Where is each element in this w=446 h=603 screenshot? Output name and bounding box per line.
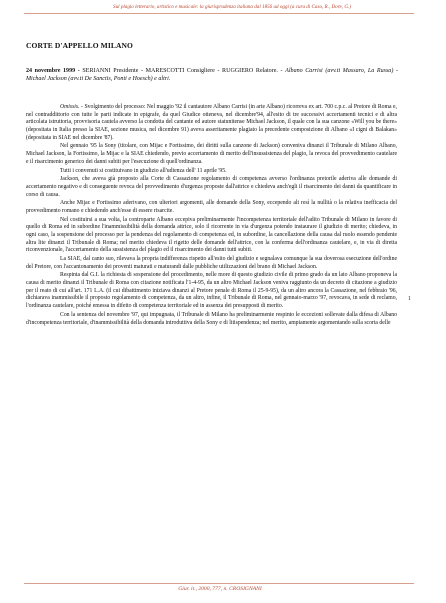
paragraph-text: Nel gennaio '95 la Sony (titolare, con Mijac e Fortissimo, dei diritti sulla canzone di Jackson) conveniva dinanzi il Tribunale di Milano Albano, Michael Jackson, la Fortissimo, la Mijac e la SIAE chiedendo, previo accertamento di merito dell'insussistenza del plagio, la revoca del provvedimento cautelare e il risarcimento generico dei danni subiti per l'esecuzione di quell'ordinanza.: [26, 143, 397, 165]
body-paragraph: [26, 176, 397, 199]
court-title: CORTE D'APPELLO MILANO: [26, 41, 133, 50]
body-paragraph: [26, 256, 397, 271]
body-paragraph: [26, 272, 397, 311]
paragraph-text: - Svolgimento del processo: Nel maggio '92 il cantautore Albano Carrisi (in arte Albano) ricorreva ex art. 700 c.p.c. al Pretore di Roma e, nel contraddittorio con tutte le parti indicate in epigrafe, da quel Giudice otteneva, nel dicembre'94, all'esito di tre successivi accertamenti tecnici e di altra articolata istruttoria, provvisoria cautela avverso la condotta del cantante ed autore statunitense Michael Jackson, il quale con la sua canzone «Will you be there» (depositata in Italia presso la SIAE, sezione musica, nel dicembre 91) aveva asseritamente plagiato la precedente composizione di Albano «I cigni di Balakan» (depositata in SIAE nel dicembre '87).: [26, 104, 397, 141]
body-paragraph: [26, 312, 397, 327]
header-divider: [24, 13, 414, 14]
body-paragraph: [26, 217, 397, 256]
body-paragraph: [26, 168, 397, 176]
footer-divider: [24, 583, 414, 584]
paragraph-text: Con la sentenza del novembre '97, qui impugnata, il Tribunale di Milano ha preliminarmente respinto le eccezioni sollevate dalla difesa di Albano d'incompetenza territoriale, d'inammissibilità della domanda introduttiva della Sony e di litispendenza; nel merito, ampiamente argomentando sulla scorta delle: [26, 311, 397, 326]
decision-heading: [26, 67, 398, 83]
body-paragraph: [26, 143, 397, 166]
paragraph-text: Respinta dal G.I. la richiesta di sospensione del procedimento, nelle more di questo giudizio civile di primo grado da un lato Albano proponeva la causa di merito dinanzi il Tribunale di Roma con citazione notificata l'1-4-95, da un altro Michael Jackson veniva raggiunto da un decreto di citazione a giudizio per il reato di cui all'art. 171 L.A. (il cui dibattimento iniziava dinanzi al Pretore penale di Roma il 25-9-95), da un altro ancora la Cassazione, nel febbraio '96, dichiarava inammissibile il proposto regolamento di competenza, da un altro, infine, il Tribunale di Roma, nel gennaio-marzo '97, revocava, in sede di reclamo, l'ordinanza cautelare, poiché emessa in difetto di competenza territoriale ed in assenza dei presupposti di merito.: [26, 272, 397, 310]
running-header: Sul plagio letterario, artistico e musicale: la giurisprudenza italiana dal 1856 ad oggi (a cura di Caso, R., Dore, G.): [113, 4, 351, 10]
paragraph-text: Nel costituirsi a sua volta, la controparte Albano eccepiva preliminarmente l'incompetenza territoriale dell'adito Tribunale di Milano in favore di quello di Roma ed in subordine l'inammissibilità della domanda attrice, solo il ricorrente in via d'urgenza potendo instaurare il giudizio di merito; chiedeva, in ogni caso, la sospensione del processo per la pendenza del regolamento di competenza ed, in subordine, la cancellazione della causa dal ruolo essendo pendente altra lite dinanzi il Tribunale di Roma; nel merito chiedeva il rigetto delle domande dell'attrice, con la conferma dell'ordinanza cautelare, e, in via di diretta riconvenzionale, l'accertamento della sussistenza del plagio ed il risarcimento dei danni tutti subiti.: [26, 216, 397, 254]
paragraph-text: Jackson, che aveva già proposto alla Corte di Cassazione regolamento di competenza avverso l'ordinanza pretorile aderiva alle domande di accertamento negativo e di conseguente revoca del provvedimento d'urgenza proposte dall'attrice e chiedeva anch'egli il risarcimento dei danni da quantificare in corso di causa.: [26, 176, 397, 198]
body-paragraph: [26, 200, 397, 215]
footer-citation: Giur. it., 2000, 777, n. CROSIGNANI: [178, 586, 262, 592]
paragraph-text: La SIAE, dal canto suo, rilevava la propria indifferenza rispetto all'esito del giudizio e segnalava comunque la sua doverosa esecuzione dell'ordine del Pretore, con l'accantonamento dei proventi maturati e maturandi dalle pubbliche utilizzazioni del brano di Michael Jackson.: [26, 256, 397, 270]
paragraph-text: Tutti i convenuti si costituivano in giudizio all'udienza dell' 11 aprile '95.: [60, 167, 227, 174]
decision-parties: Albano Carrisi (avv.ti Massaro, La Russa) - Michael Jackson (avv.ti De Sanctis, Ponti e Hoesch) e altri.: [26, 68, 398, 83]
paragraph-text: Anche Mijac e Fortissimo aderivano, con ulteriori argomenti, alle domande della Sony, eccependo alt resì la nullità o la relativa inefficacia del provvedimento romano e chiedendo anch'esse di essere risarcite.: [26, 200, 397, 214]
judgment-body: [26, 104, 397, 327]
paragraph-lead: Omissis.: [60, 104, 80, 110]
decision-judges: SERIANNI Presidente - MARESCOTTI Consigliere - RUGGIERO Relatore. -: [82, 68, 283, 74]
body-paragraph: [26, 104, 397, 143]
decision-date: 24 novembre 1999 -: [26, 68, 80, 74]
side-page-number: 1: [408, 296, 411, 302]
